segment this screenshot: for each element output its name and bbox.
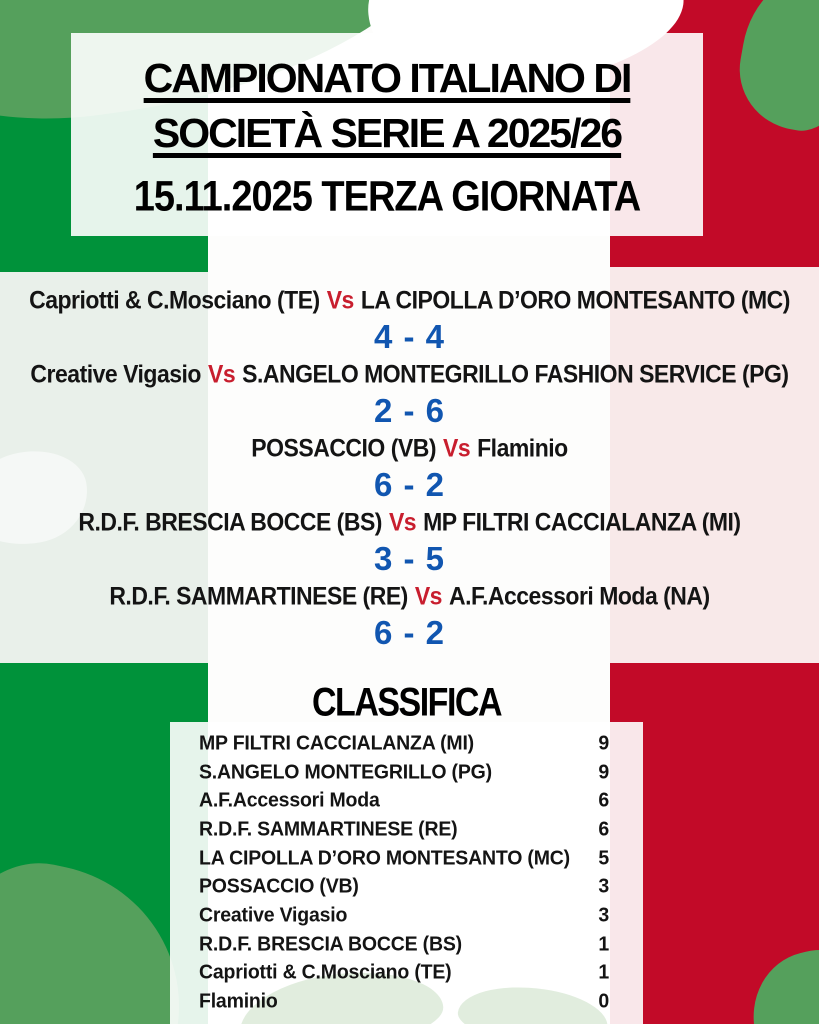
team-points: 9 <box>598 759 609 784</box>
team-name: R.D.F. SAMMARTINESE (RE) <box>199 817 458 841</box>
team-points: 6 <box>598 788 609 812</box>
team-points: 1 <box>598 960 609 984</box>
home-team: POSSACCIO (VB) <box>251 433 436 462</box>
team-name: R.D.F. BRESCIA BOCCE (BS) <box>199 932 462 956</box>
match-results-list <box>0 282 819 652</box>
team-points: 5 <box>598 846 609 870</box>
team-name: A.F.Accessori Moda <box>199 788 380 812</box>
team-name: LA CIPOLLA D’ORO MONTESANTO (MC) <box>199 846 570 870</box>
team-name: Creative Vigasio <box>199 903 348 927</box>
home-team: R.D.F. BRESCIA BOCCE (BS) <box>78 507 382 536</box>
match-fixture <box>0 577 819 617</box>
away-team: LA CIPOLLA D’ORO MONTESANTO (MC) <box>360 285 790 314</box>
team-points: 9 <box>598 731 609 755</box>
away-team: MP FILTRI CACCIALANZA (MI) <box>423 507 741 536</box>
away-team: S.ANGELO MONTEGRILLO FASHION SERVICE (PG) <box>242 359 789 388</box>
team-name: Capriotti & C.Mosciano (TE) <box>199 960 452 984</box>
team-points: 3 <box>598 874 609 898</box>
standings-row <box>199 844 609 873</box>
vs-label: Vs <box>326 285 354 314</box>
page-subtitle: 15.11.2025 TERZA GIORNATA <box>133 173 641 221</box>
vs-label: Vs <box>414 581 442 610</box>
team-name: S.ANGELO MONTEGRILLO (PG) <box>199 759 492 784</box>
away-team: A.F.Accessori Moda (NA) <box>448 581 710 610</box>
home-team: Creative Vigasio <box>30 359 201 388</box>
match-score: 6 - 2 <box>373 614 446 651</box>
standings-row <box>199 959 609 988</box>
match-fixture <box>0 281 819 321</box>
team-points: 1 <box>598 932 609 956</box>
standings-row <box>199 729 609 758</box>
standings-row <box>199 815 609 844</box>
match-score: 3 - 5 <box>373 540 446 577</box>
match-score: 2 - 6 <box>373 392 446 429</box>
standings-row <box>199 872 609 901</box>
match-fixture <box>0 355 819 395</box>
match-fixture <box>0 503 819 543</box>
standings-title: CLASSIFICA <box>312 680 501 725</box>
team-points: 6 <box>598 817 609 841</box>
standings-table <box>199 729 609 1016</box>
team-points: 0 <box>598 989 609 1013</box>
standings-row <box>199 901 609 930</box>
match-score: 4 - 4 <box>373 318 446 355</box>
match-score: 6 - 2 <box>373 466 446 503</box>
match-fixture <box>0 429 819 469</box>
vs-label: Vs <box>388 507 417 536</box>
standings-row <box>199 786 609 815</box>
team-points: 3 <box>598 903 609 927</box>
page-title-line2: SOCIETÀ SERIE A 2025/26 <box>152 110 622 156</box>
vs-label: Vs <box>207 359 236 388</box>
team-name: Flaminio <box>199 989 278 1013</box>
home-team: Capriotti & C.Mosciano (TE) <box>29 285 320 314</box>
vs-label: Vs <box>442 433 471 462</box>
team-name: MP FILTRI CACCIALANZA (MI) <box>199 731 474 755</box>
standings-row <box>199 987 609 1016</box>
standings-row <box>199 930 609 959</box>
home-team: R.D.F. SAMMARTINESE (RE) <box>109 581 408 610</box>
away-team: Flaminio <box>477 433 568 462</box>
standings-row <box>199 758 609 787</box>
team-name: POSSACCIO (VB) <box>199 874 359 898</box>
page-title-line1: CAMPIONATO ITALIANO DI <box>143 55 631 101</box>
